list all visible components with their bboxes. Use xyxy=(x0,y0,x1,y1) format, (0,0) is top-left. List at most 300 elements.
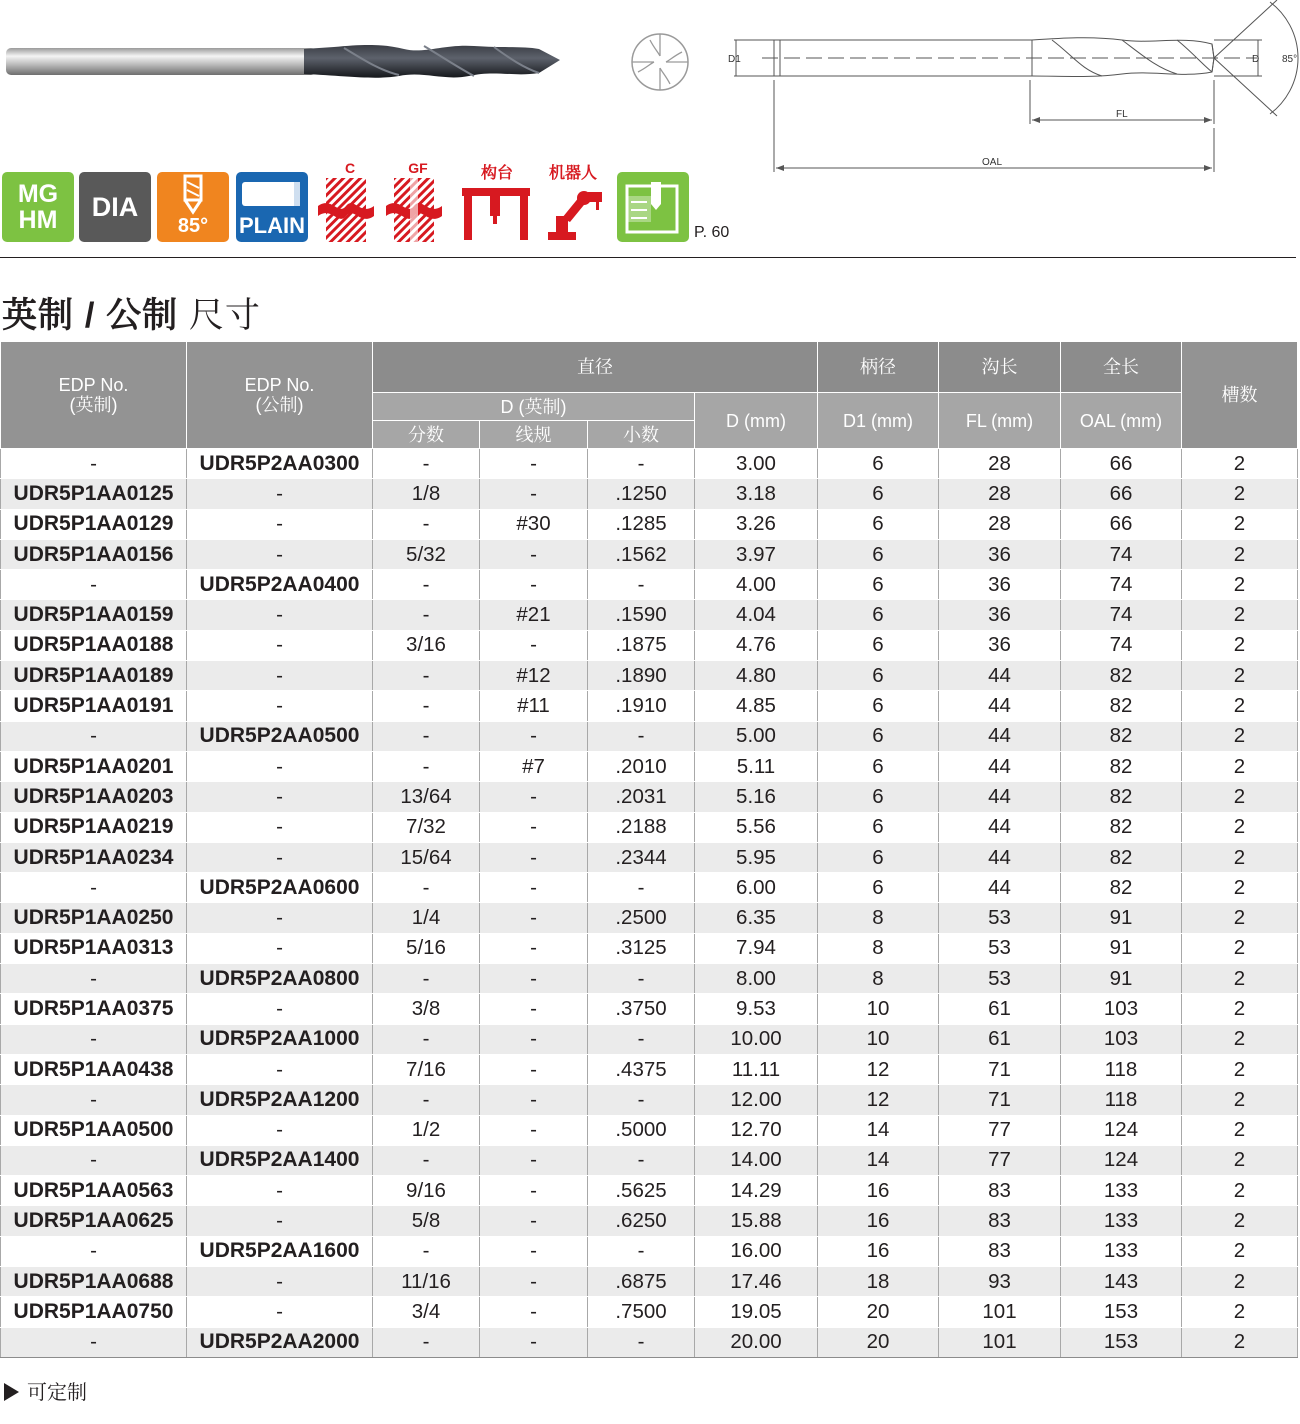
cell-d1-mm: 12 xyxy=(818,1054,939,1084)
cell-wire-gauge: - xyxy=(480,539,588,569)
cell-oal-mm: 143 xyxy=(1061,1267,1182,1297)
cell-flutes: 2 xyxy=(1182,1085,1298,1115)
cell-fraction: 1/2 xyxy=(373,1115,480,1145)
cell-fl-mm: 77 xyxy=(939,1115,1061,1145)
cell-d1-mm: 16 xyxy=(818,1206,939,1236)
table-row xyxy=(1,842,1298,872)
cell-edp-metric: - xyxy=(187,1115,373,1145)
cell-decimal: - xyxy=(588,1085,695,1115)
cell-fl-mm: 77 xyxy=(939,1145,1061,1175)
footnote-text: 可定制 xyxy=(27,1382,87,1404)
header-wire-gauge: 线规 xyxy=(480,421,588,449)
cell-edp-metric: - xyxy=(187,691,373,721)
cutting-gf-label: GF xyxy=(408,160,428,176)
product-header xyxy=(0,0,1300,258)
cell-decimal: .1890 xyxy=(588,661,695,691)
cell-wire-gauge: - xyxy=(480,1145,588,1175)
cell-fl-mm: 36 xyxy=(939,570,1061,600)
cell-edp-inch: UDR5P1AA0438 xyxy=(1,1054,187,1084)
cell-d-mm: 5.00 xyxy=(695,721,818,751)
oal-label: OAL xyxy=(982,157,1003,168)
section-title-light: 尺寸 xyxy=(188,296,261,335)
cell-fl-mm: 44 xyxy=(939,812,1061,842)
robot-label: 机器人 xyxy=(548,165,597,182)
cell-edp-inch: UDR5P1AA0375 xyxy=(1,994,187,1024)
cell-decimal: .1590 xyxy=(588,600,695,630)
cell-edp-metric: - xyxy=(187,782,373,812)
cell-edp-inch: UDR5P1AA0203 xyxy=(1,782,187,812)
cell-fraction: - xyxy=(373,964,480,994)
cell-decimal: - xyxy=(588,570,695,600)
cell-fl-mm: 71 xyxy=(939,1085,1061,1115)
cell-decimal: - xyxy=(588,721,695,751)
table-row xyxy=(1,479,1298,509)
cell-fraction: 9/16 xyxy=(373,1176,480,1206)
cell-edp-metric: - xyxy=(187,994,373,1024)
cell-edp-inch: - xyxy=(1,1145,187,1175)
cell-oal-mm: 66 xyxy=(1061,479,1182,509)
cell-fl-mm: 53 xyxy=(939,964,1061,994)
cell-fraction: 13/64 xyxy=(373,782,480,812)
cell-fraction: - xyxy=(373,721,480,751)
cell-d-mm: 19.05 xyxy=(695,1297,818,1327)
header-fraction: 分数 xyxy=(373,421,480,449)
cell-d-mm: 17.46 xyxy=(695,1267,818,1297)
cell-fl-mm: 44 xyxy=(939,721,1061,751)
cell-fl-mm: 44 xyxy=(939,873,1061,903)
cell-decimal: .2344 xyxy=(588,842,695,872)
cell-edp-inch: UDR5P1AA0234 xyxy=(1,842,187,872)
cell-flutes: 2 xyxy=(1182,1115,1298,1145)
cell-fraction: 7/16 xyxy=(373,1054,480,1084)
cell-edp-metric: UDR5P2AA1000 xyxy=(187,1024,373,1054)
cell-wire-gauge: - xyxy=(480,449,588,479)
coolant-gf-icon xyxy=(386,176,442,244)
footnote xyxy=(4,1376,87,1405)
header-edp-inch-sub: (英制) xyxy=(69,395,118,415)
cell-d-mm: 11.11 xyxy=(695,1054,818,1084)
cell-oal-mm: 82 xyxy=(1061,751,1182,781)
cell-decimal: .2031 xyxy=(588,782,695,812)
cell-wire-gauge: - xyxy=(480,842,588,872)
cell-fraction: 5/16 xyxy=(373,933,480,963)
cell-oal-mm: 74 xyxy=(1061,630,1182,660)
cell-oal-mm: 82 xyxy=(1061,812,1182,842)
shank-type-text: PLAIN xyxy=(239,213,305,238)
cell-fl-mm: 61 xyxy=(939,994,1061,1024)
cell-fraction: 5/8 xyxy=(373,1206,480,1236)
cell-d-mm: 5.16 xyxy=(695,782,818,812)
cell-edp-metric: - xyxy=(187,600,373,630)
cell-edp-metric: - xyxy=(187,630,373,660)
cell-fraction: 3/4 xyxy=(373,1297,480,1327)
table-row xyxy=(1,964,1298,994)
cell-edp-metric: - xyxy=(187,1297,373,1327)
cell-fl-mm: 36 xyxy=(939,600,1061,630)
drill-point-icon xyxy=(157,172,229,218)
header-edp-metric-sub: (公制) xyxy=(255,395,304,415)
cell-wire-gauge: - xyxy=(480,1176,588,1206)
cell-oal-mm: 153 xyxy=(1061,1327,1182,1357)
cell-flutes: 2 xyxy=(1182,509,1298,539)
cell-d1-mm: 12 xyxy=(818,1085,939,1115)
table-row xyxy=(1,721,1298,751)
cell-wire-gauge: #12 xyxy=(480,661,588,691)
header-edp-metric xyxy=(187,342,373,449)
table-body xyxy=(1,449,1298,1358)
cell-decimal: - xyxy=(588,449,695,479)
table-row xyxy=(1,630,1298,660)
cell-d1-mm: 6 xyxy=(818,661,939,691)
cell-flutes: 2 xyxy=(1182,1327,1298,1357)
application-badge xyxy=(617,172,689,242)
cell-edp-metric: UDR5P2AA1200 xyxy=(187,1085,373,1115)
cell-decimal: - xyxy=(588,873,695,903)
table-row xyxy=(1,570,1298,600)
cell-fraction: - xyxy=(373,1145,480,1175)
cell-fraction: 1/4 xyxy=(373,903,480,933)
cell-wire-gauge: - xyxy=(480,903,588,933)
cell-flutes: 2 xyxy=(1182,842,1298,872)
header-edp-metric-label: EDP No. xyxy=(244,375,315,395)
cell-fraction: - xyxy=(373,873,480,903)
cell-wire-gauge: - xyxy=(480,1297,588,1327)
cell-edp-metric: UDR5P2AA0300 xyxy=(187,449,373,479)
cell-oal-mm: 133 xyxy=(1061,1176,1182,1206)
cell-decimal: .1250 xyxy=(588,479,695,509)
cell-d1-mm: 20 xyxy=(818,1297,939,1327)
cell-edp-metric: UDR5P2AA0400 xyxy=(187,570,373,600)
cell-edp-metric: - xyxy=(187,661,373,691)
cell-d-mm: 12.70 xyxy=(695,1115,818,1145)
cell-wire-gauge: #30 xyxy=(480,509,588,539)
table-row xyxy=(1,1297,1298,1327)
cell-fraction: 7/32 xyxy=(373,812,480,842)
cell-flutes: 2 xyxy=(1182,661,1298,691)
cell-fraction: - xyxy=(373,570,480,600)
cell-fl-mm: 61 xyxy=(939,1024,1061,1054)
cell-d1-mm: 6 xyxy=(818,812,939,842)
cell-edp-metric: - xyxy=(187,479,373,509)
cell-d1-mm: 6 xyxy=(818,479,939,509)
cell-decimal: .2010 xyxy=(588,751,695,781)
material-badge-line2: HM xyxy=(18,206,58,234)
cell-wire-gauge: - xyxy=(480,964,588,994)
cell-d-mm: 6.35 xyxy=(695,903,818,933)
cell-flutes: 2 xyxy=(1182,1267,1298,1297)
cell-d-mm: 7.94 xyxy=(695,933,818,963)
cell-d-mm: 4.80 xyxy=(695,661,818,691)
table-row xyxy=(1,812,1298,842)
cell-edp-metric: - xyxy=(187,812,373,842)
cell-d-mm: 4.76 xyxy=(695,630,818,660)
cell-d1-mm: 6 xyxy=(818,570,939,600)
cell-flutes: 2 xyxy=(1182,994,1298,1024)
cell-oal-mm: 74 xyxy=(1061,570,1182,600)
cell-d-mm: 5.11 xyxy=(695,751,818,781)
cell-d1-mm: 8 xyxy=(818,903,939,933)
cell-edp-inch: UDR5P1AA0219 xyxy=(1,812,187,842)
cell-flutes: 2 xyxy=(1182,630,1298,660)
coolant-c-icon xyxy=(318,176,374,244)
table-row xyxy=(1,1085,1298,1115)
cell-edp-metric: - xyxy=(187,1206,373,1236)
cell-d1-mm: 6 xyxy=(818,842,939,872)
cell-fraction: 3/16 xyxy=(373,630,480,660)
cell-flutes: 2 xyxy=(1182,933,1298,963)
cell-wire-gauge: - xyxy=(480,721,588,751)
header-shank: 柄径 xyxy=(818,342,939,393)
cell-oal-mm: 133 xyxy=(1061,1206,1182,1236)
cell-wire-gauge: - xyxy=(480,933,588,963)
cell-decimal: .5625 xyxy=(588,1176,695,1206)
cell-d1-mm: 10 xyxy=(818,994,939,1024)
drill-photo xyxy=(4,40,566,84)
cell-oal-mm: 103 xyxy=(1061,1024,1182,1054)
cell-fraction: - xyxy=(373,449,480,479)
cell-fl-mm: 44 xyxy=(939,661,1061,691)
cell-d1-mm: 16 xyxy=(818,1236,939,1266)
cell-flutes: 2 xyxy=(1182,1145,1298,1175)
cell-d-mm: 9.53 xyxy=(695,994,818,1024)
cell-oal-mm: 103 xyxy=(1061,994,1182,1024)
cell-edp-inch: UDR5P1AA0125 xyxy=(1,479,187,509)
cell-wire-gauge: - xyxy=(480,1054,588,1084)
cell-edp-inch: - xyxy=(1,964,187,994)
cell-wire-gauge: - xyxy=(480,1024,588,1054)
cell-edp-inch: UDR5P1AA0191 xyxy=(1,691,187,721)
cell-d1-mm: 6 xyxy=(818,691,939,721)
table-row xyxy=(1,449,1298,479)
cell-d-mm: 4.85 xyxy=(695,691,818,721)
cell-d-mm: 20.00 xyxy=(695,1327,818,1357)
cell-fraction: - xyxy=(373,1327,480,1357)
cell-fl-mm: 44 xyxy=(939,691,1061,721)
cell-fl-mm: 83 xyxy=(939,1176,1061,1206)
cell-wire-gauge: - xyxy=(480,479,588,509)
triangle-bullet-icon xyxy=(4,1383,19,1401)
cell-edp-inch: UDR5P1AA0625 xyxy=(1,1206,187,1236)
cell-flutes: 2 xyxy=(1182,539,1298,569)
cell-flutes: 2 xyxy=(1182,903,1298,933)
cell-flutes: 2 xyxy=(1182,1176,1298,1206)
header-d-mm: D (mm) xyxy=(695,393,818,449)
fl-label: FL xyxy=(1116,109,1128,120)
cell-edp-metric: - xyxy=(187,842,373,872)
cell-fraction: - xyxy=(373,751,480,781)
table-row xyxy=(1,1267,1298,1297)
cell-edp-metric: UDR5P2AA1400 xyxy=(187,1145,373,1175)
cell-fl-mm: 44 xyxy=(939,782,1061,812)
page-reference: P. 60 xyxy=(694,224,730,241)
table-row xyxy=(1,1024,1298,1054)
table-row xyxy=(1,1236,1298,1266)
cell-edp-inch: - xyxy=(1,721,187,751)
cell-d-mm: 14.29 xyxy=(695,1176,818,1206)
gantry-label: 构台 xyxy=(480,165,513,182)
table-row xyxy=(1,751,1298,781)
cell-oal-mm: 118 xyxy=(1061,1054,1182,1084)
table-row xyxy=(1,994,1298,1024)
plain-shank-icon xyxy=(236,172,308,216)
cell-flutes: 2 xyxy=(1182,964,1298,994)
cell-oal-mm: 66 xyxy=(1061,449,1182,479)
cell-d-mm: 16.00 xyxy=(695,1236,818,1266)
cell-decimal: .6875 xyxy=(588,1267,695,1297)
cell-d-mm: 5.56 xyxy=(695,812,818,842)
cell-decimal: .3750 xyxy=(588,994,695,1024)
cell-d-mm: 14.00 xyxy=(695,1145,818,1175)
cell-edp-inch: - xyxy=(1,570,187,600)
cell-edp-inch: - xyxy=(1,1236,187,1266)
header-flutes: 槽数 xyxy=(1182,342,1298,449)
cell-fraction: 1/8 xyxy=(373,479,480,509)
cell-wire-gauge: - xyxy=(480,570,588,600)
section-title-main: 英制 / 公制 xyxy=(2,296,179,335)
cell-d1-mm: 6 xyxy=(818,721,939,751)
cell-edp-inch: UDR5P1AA0189 xyxy=(1,661,187,691)
cell-oal-mm: 66 xyxy=(1061,509,1182,539)
cell-d1-mm: 6 xyxy=(818,539,939,569)
cell-edp-metric: - xyxy=(187,539,373,569)
robot-arm-icon xyxy=(544,186,606,242)
d-label: D xyxy=(1252,54,1260,65)
cell-flutes: 2 xyxy=(1182,721,1298,751)
cell-fl-mm: 28 xyxy=(939,479,1061,509)
cell-d1-mm: 6 xyxy=(818,509,939,539)
cell-wire-gauge: #21 xyxy=(480,600,588,630)
cell-flutes: 2 xyxy=(1182,812,1298,842)
cell-fl-mm: 36 xyxy=(939,539,1061,569)
cell-flutes: 2 xyxy=(1182,782,1298,812)
cell-fl-mm: 83 xyxy=(939,1236,1061,1266)
header-fl-mm: FL (mm) xyxy=(939,393,1061,449)
header-oal-mm: OAL (mm) xyxy=(1061,393,1182,449)
table-row xyxy=(1,691,1298,721)
table-row xyxy=(1,661,1298,691)
cell-wire-gauge: - xyxy=(480,1327,588,1357)
table-row xyxy=(1,903,1298,933)
cell-fraction: - xyxy=(373,1024,480,1054)
cell-oal-mm: 82 xyxy=(1061,721,1182,751)
cell-wire-gauge: - xyxy=(480,1206,588,1236)
cell-fl-mm: 44 xyxy=(939,751,1061,781)
header-edp-inch xyxy=(1,342,187,449)
cell-fraction: - xyxy=(373,1085,480,1115)
cell-fl-mm: 36 xyxy=(939,630,1061,660)
cell-edp-inch: UDR5P1AA0129 xyxy=(1,509,187,539)
cell-oal-mm: 91 xyxy=(1061,903,1182,933)
header-flute-length: 沟长 xyxy=(939,342,1061,393)
cell-decimal: - xyxy=(588,1236,695,1266)
cell-d1-mm: 18 xyxy=(818,1267,939,1297)
cell-flutes: 2 xyxy=(1182,449,1298,479)
cell-d1-mm: 6 xyxy=(818,782,939,812)
technical-drawing xyxy=(722,0,1300,175)
cell-d-mm: 15.88 xyxy=(695,1206,818,1236)
header-d-inch: D (英制) xyxy=(373,393,695,421)
cell-edp-inch: - xyxy=(1,1327,187,1357)
cell-decimal: .7500 xyxy=(588,1297,695,1327)
cell-edp-inch: - xyxy=(1,1024,187,1054)
cell-d1-mm: 8 xyxy=(818,964,939,994)
cell-d-mm: 5.95 xyxy=(695,842,818,872)
table-row xyxy=(1,873,1298,903)
cell-edp-metric: - xyxy=(187,903,373,933)
cell-fl-mm: 44 xyxy=(939,842,1061,872)
cell-oal-mm: 133 xyxy=(1061,1236,1182,1266)
cell-wire-gauge: - xyxy=(480,1115,588,1145)
cell-wire-gauge: #11 xyxy=(480,691,588,721)
angle-label: 85° xyxy=(1282,54,1298,65)
table-row xyxy=(1,1115,1298,1145)
material-badge-line1: MG xyxy=(17,180,59,208)
cell-fraction: 15/64 xyxy=(373,842,480,872)
cell-wire-gauge: #7 xyxy=(480,751,588,781)
cell-oal-mm: 91 xyxy=(1061,933,1182,963)
cell-oal-mm: 124 xyxy=(1061,1115,1182,1145)
cell-edp-inch: UDR5P1AA0156 xyxy=(1,539,187,569)
cell-d-mm: 12.00 xyxy=(695,1085,818,1115)
cell-fl-mm: 28 xyxy=(939,509,1061,539)
cell-d-mm: 3.18 xyxy=(695,479,818,509)
cell-d-mm: 8.00 xyxy=(695,964,818,994)
cell-edp-metric: - xyxy=(187,1267,373,1297)
cell-edp-inch: UDR5P1AA0688 xyxy=(1,1267,187,1297)
header-diameter: 直径 xyxy=(373,342,818,393)
cell-decimal: .6250 xyxy=(588,1206,695,1236)
cell-decimal: .1875 xyxy=(588,630,695,660)
cell-fl-mm: 93 xyxy=(939,1267,1061,1297)
cell-edp-inch: UDR5P1AA0201 xyxy=(1,751,187,781)
shank-type-badge xyxy=(236,172,308,242)
header-decimal: 小数 xyxy=(588,421,695,449)
cell-fl-mm: 53 xyxy=(939,933,1061,963)
table-row xyxy=(1,509,1298,539)
cell-edp-inch: UDR5P1AA0188 xyxy=(1,630,187,660)
cell-flutes: 2 xyxy=(1182,751,1298,781)
cell-edp-metric: - xyxy=(187,509,373,539)
cell-wire-gauge: - xyxy=(480,994,588,1024)
cell-fraction: - xyxy=(373,691,480,721)
cell-decimal: - xyxy=(588,964,695,994)
cell-fraction: - xyxy=(373,661,480,691)
cell-edp-inch: - xyxy=(1,873,187,903)
cell-d-mm: 3.26 xyxy=(695,509,818,539)
feature-badges xyxy=(0,160,760,246)
cell-edp-metric: UDR5P2AA0600 xyxy=(187,873,373,903)
cell-edp-metric: UDR5P2AA2000 xyxy=(187,1327,373,1357)
point-angle-badge xyxy=(157,172,229,242)
cell-d1-mm: 6 xyxy=(818,751,939,781)
cell-d1-mm: 6 xyxy=(818,630,939,660)
cell-fl-mm: 101 xyxy=(939,1327,1061,1357)
end-view-icon xyxy=(628,30,692,94)
cell-edp-inch: UDR5P1AA0250 xyxy=(1,903,187,933)
cell-decimal: .5000 xyxy=(588,1115,695,1145)
header-d1-mm: D1 (mm) xyxy=(818,393,939,449)
cell-flutes: 2 xyxy=(1182,1024,1298,1054)
cell-fraction: 11/16 xyxy=(373,1267,480,1297)
cell-decimal: .1285 xyxy=(588,509,695,539)
cell-oal-mm: 82 xyxy=(1061,782,1182,812)
cell-flutes: 2 xyxy=(1182,600,1298,630)
cell-d-mm: 3.97 xyxy=(695,539,818,569)
cell-wire-gauge: - xyxy=(480,1236,588,1266)
cell-edp-metric: UDR5P2AA0500 xyxy=(187,721,373,751)
cell-oal-mm: 118 xyxy=(1061,1085,1182,1115)
table-row xyxy=(1,1176,1298,1206)
